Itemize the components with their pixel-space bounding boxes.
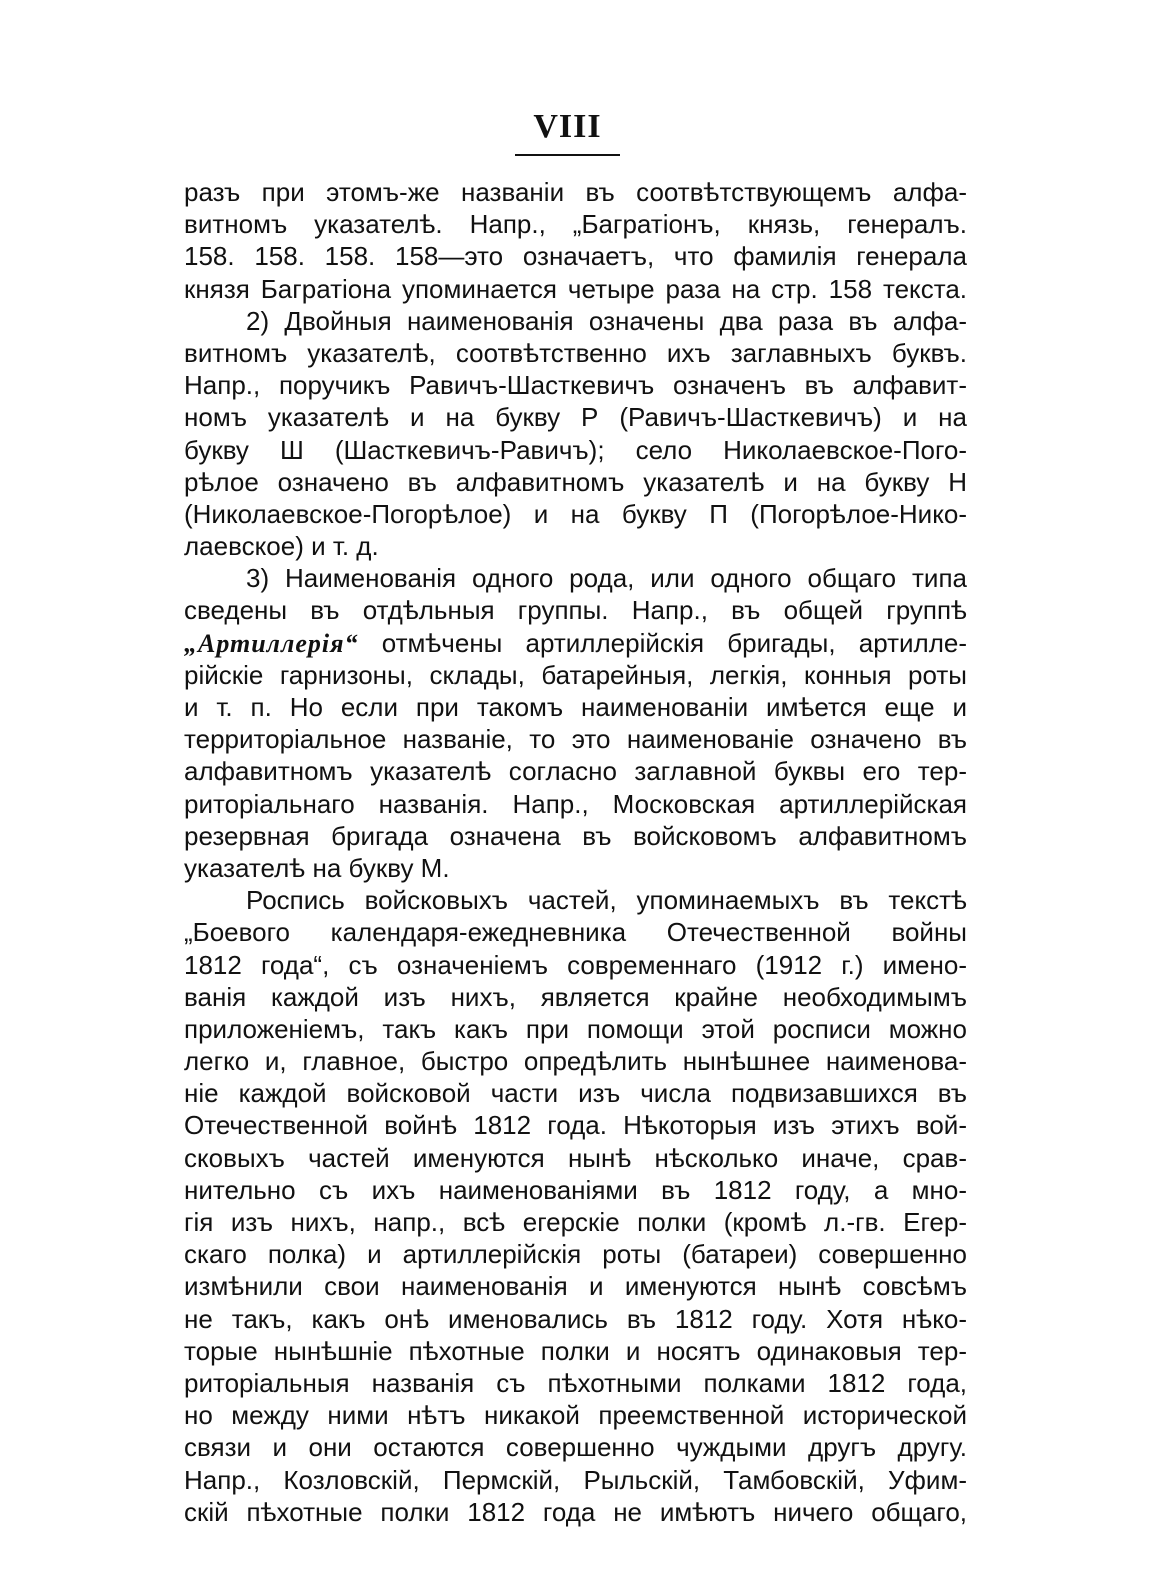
text-line: рійскіе гарнизоны, склады, батарейныя, легкія, конныя роты — [184, 659, 967, 690]
text-line: номъ указателѣ и на букву Р (Равичъ-Шасткевичъ) и на — [184, 402, 967, 433]
text-line: алфавитномъ указателѣ согласно заглавной буквы его тер- — [184, 756, 967, 787]
text-line: Напр., Козловскій, Пермскій, Рыльскій, Тамбовскій, Уфим- — [184, 1464, 967, 1495]
text-line: не такъ, какъ онѣ именовались въ 1812 году. Хотя нѣко- — [184, 1303, 967, 1334]
text-line: витномъ указателѣ, соотвѣтственно ихъ заглавныхъ буквъ. — [184, 337, 967, 368]
text-line: Роспись войсковыхъ частей, упоминаемыхъ въ текстѣ — [246, 885, 967, 916]
text-line: территоріальное названіе, то это наименованіе означено въ — [184, 724, 967, 755]
text-line: букву Ш (Шасткевичъ-Равичъ); село Николаевское-Пого- — [184, 434, 967, 465]
text-line-rest: отмѣчены артиллерійскія бригады, артилле- — [381, 627, 967, 658]
text-line: рѣлое означено въ алфавитномъ указателѣ и на букву Н — [184, 466, 967, 497]
text-line: ніе каждой войсковой части изъ числа подвизавшихся въ — [184, 1078, 967, 1109]
text-line: приложеніемъ, такъ какъ при помощи этой росписи можно — [184, 1013, 967, 1044]
text-line: сведены въ отдѣльныя группы. Напр., въ общей группѣ — [184, 595, 967, 626]
text-line: но между ними нѣтъ никакой преемственной исторической — [184, 1400, 967, 1431]
text-line: гія изъ нихъ, напр., всѣ егерскіе полки (кромѣ л.-гв. Егер- — [184, 1207, 967, 1237]
text-line: 3) Наименованія одного рода, или одного общаго типа — [246, 563, 967, 594]
text-line: указателѣ на букву М. — [184, 852, 450, 883]
text-line: „Боевого календаря-ежедневника Отечественной войны — [184, 917, 967, 948]
text-line: легко и, главное, быстро опредѣлить нынѣшнее наименова- — [184, 1046, 967, 1077]
text-line: связи и они остаются совершенно чуждыми другъ другу. — [184, 1432, 967, 1463]
text-line: ванія каждой изъ нихъ, является крайне необходимымъ — [184, 981, 967, 1012]
text-line: и т. п. Но если при такомъ наименованіи имѣется еще и — [184, 692, 967, 722]
body-text — [184, 176, 967, 1528]
text-line: князя Багратіона упоминается четыре раза на стр. 158 текста. — [184, 273, 967, 304]
text-line: сковыхъ частей именуются нынѣ нѣсколько иначе, срав- — [184, 1142, 967, 1173]
text-line: лаевское) и т. д. — [184, 531, 379, 562]
text-line: торые нынѣшніе пѣхотные полки и носятъ одинаковыя тер- — [184, 1335, 967, 1366]
text-line: Напр., поручикъ Равичъ-Шасткевичъ означенъ въ алфавит- — [184, 370, 967, 401]
text-line: (Николаевское-Погорѣлое) и на букву П (Погорѣлое-Нико- — [184, 498, 967, 529]
page-number: VIII — [533, 108, 602, 145]
text-line: скій пѣхотные полки 1812 года не имѣютъ ничего общаго, — [184, 1496, 967, 1527]
page-number-rule — [515, 154, 620, 156]
text-line: риторіальныя названія съ пѣхотными полками 1812 года, — [184, 1367, 967, 1398]
text-line: 158. 158. 158. 158—это означаетъ, что фамилія генерала — [184, 241, 967, 272]
text-line: 2) Двойныя наименованія означены два раза въ алфа- — [246, 305, 967, 336]
text-line: Отечественной войнѣ 1812 года. Нѣкоторыя изъ этихъ вой- — [184, 1110, 967, 1141]
text-line: измѣнили свои наименованія и именуются нынѣ совсѣмъ — [184, 1271, 967, 1302]
text-line: 1812 года“, съ означеніемъ современнаго (1912 г.) имено- — [184, 949, 967, 980]
text-line: разъ при этомъ-же названіи въ соотвѣтствующемъ алфа- — [184, 177, 967, 207]
text-line-with-term — [184, 627, 967, 659]
text-line: риторіальнаго названія. Напр., Московская артиллерійская — [184, 788, 967, 819]
text-line: витномъ указателѣ. Напр., „Багратіонъ, князь, генералъ. — [184, 209, 967, 240]
text-line: скаго полка) и артиллерійскія роты (батареи) совершенно — [184, 1239, 967, 1270]
italic-term: „Артиллерія“ — [184, 628, 359, 658]
text-line: нительно съ ихъ наименованіями въ 1812 году, а мно- — [184, 1174, 967, 1205]
text-line: резервная бригада означена въ войсковомъ алфавитномъ — [184, 820, 967, 851]
